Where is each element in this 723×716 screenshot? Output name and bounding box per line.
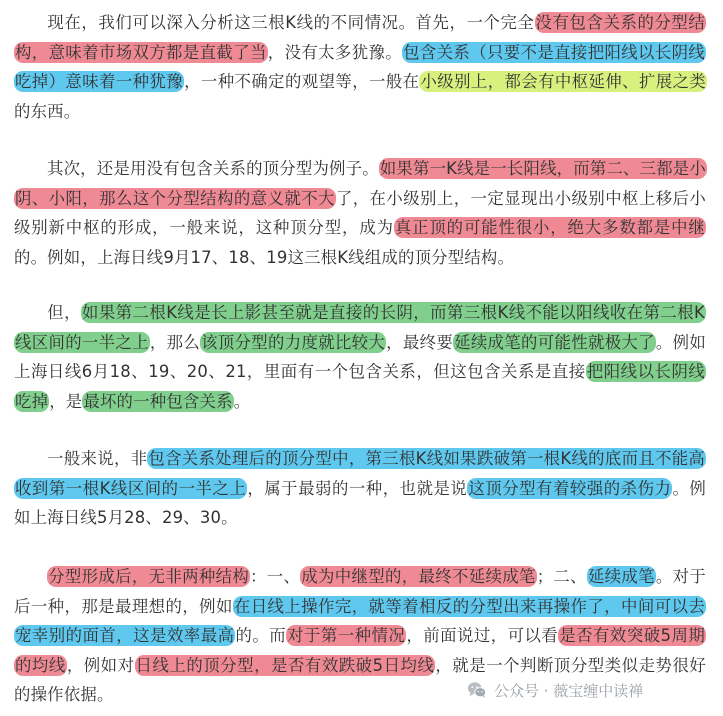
text-segment: 现在，我们可以深入分析这三根K线的不同情况。首先，一个完全 [47,13,535,32]
highlight-red: 分型形成后，无非两种结构 [48,567,250,586]
text-segment: 的。例如，上海日线9月17、18、19这三根K线组成的顶分型结构。 [14,247,515,267]
paragraph-2 [14,154,706,272]
highlight-green: 该顶分型的力度就比较大 [201,332,386,352]
highlight-blue: 这顶分型有着较强的杀伤力 [468,478,672,498]
highlight-red: 成为中继型的，最终不延续成笔 [301,567,536,586]
highlight-red: 没有包含关系的分型结构，意味着市场双方都是直截了当 [15,13,706,62]
text-segment: 其次，还是用没有包含关系的顶分型为例子。 [47,159,379,178]
text-segment: ，是 [49,391,83,411]
paragraph-1 [14,8,706,126]
highlight-blue: 在日线上操作完，就等着相反的分型出来再操作了，中间可以去宠幸别的面首，这是效率最高 [15,596,705,645]
text-segment: ，前面说过，可以看 [406,626,559,645]
text-segment: 但， [47,303,81,322]
highlight-green: 如果第二根K线是长上影甚至就是直接的长阴，而第三根K线不能以阳线收在第二根K线区间的一半之上 [15,303,706,352]
text-segment: 。 [233,391,251,411]
text-segment: 。例如上海日线5月28、29、30。 [14,478,706,527]
highlight-red: 日线上的顶分型，是否有效跌破5日均线 [135,655,435,675]
text-segment: 。例如上海日线6月18、19、20、21，里面有一个包含关系，但这包含关系是直接 [14,332,706,381]
highlight-red: 如果第一K线是一长阳线，而第二、三都是小阴、小阳，那么这个分型结构的意义就不大 [15,159,706,208]
highlight-red: 对于第一种情况 [287,626,406,645]
highlight-blue: 包含关系（只要不是直接把阳线以长阴线吃掉）意味着一种犹豫 [15,42,705,91]
text-segment: ，没有太多犹豫。 [267,42,403,62]
text-segment: ，最终要 [386,332,454,352]
text-segment: ，例如对 [66,655,135,675]
highlight-red: 真正顶的可能性很小，绝大多数都是中继 [394,218,705,237]
paragraph-4 [14,444,706,533]
text-segment: ，一种不确定的观望等，一般在 [184,72,420,91]
text-segment: 的东西。 [14,101,81,121]
highlight-lime: 小级别上，都会有中枢延伸、扩展之类 [420,72,706,91]
paragraph-3 [14,298,706,416]
text-segment: 。对于后一种，那是最理想的，例如 [14,567,706,616]
text-segment: ；二、 [536,567,587,586]
text-segment: 的。而 [235,626,287,645]
wechat-icon [466,679,488,701]
text-segment: ，属于最弱的一种，也就是说 [247,478,468,498]
text-segment: 了，在小级别上，一定显现出小级别中枢上移后小级别新中枢的形成，一般来说，这种顶分型，成为 [14,188,706,237]
watermark [466,678,643,702]
highlight-red: 是否有效突破5周期的均线 [15,626,705,675]
highlight-blue: 包含关系处理后的顶分型中，第三根K线如果跌破第一根K线的底而且不能高收到第一根K线区间的一半之上 [15,449,705,498]
text-segment: ，那么 [149,332,201,352]
highlight-green: 把阳线以长阴线吃掉 [15,362,705,411]
watermark-text: 公众号 · 薇宝缠中读禅 [494,681,644,700]
text-segment: 一般来说，非 [47,449,148,468]
text-segment: ，就是一个判断顶分型类似走势很好的操作依据。 [14,655,706,704]
highlight-green: 延续成笔的可能性就极大了 [454,332,655,352]
highlight-blue: 延续成笔 [587,567,655,586]
highlight-green: 最坏的一种包含关系 [83,391,233,411]
text-segment: ：一、 [250,567,301,586]
